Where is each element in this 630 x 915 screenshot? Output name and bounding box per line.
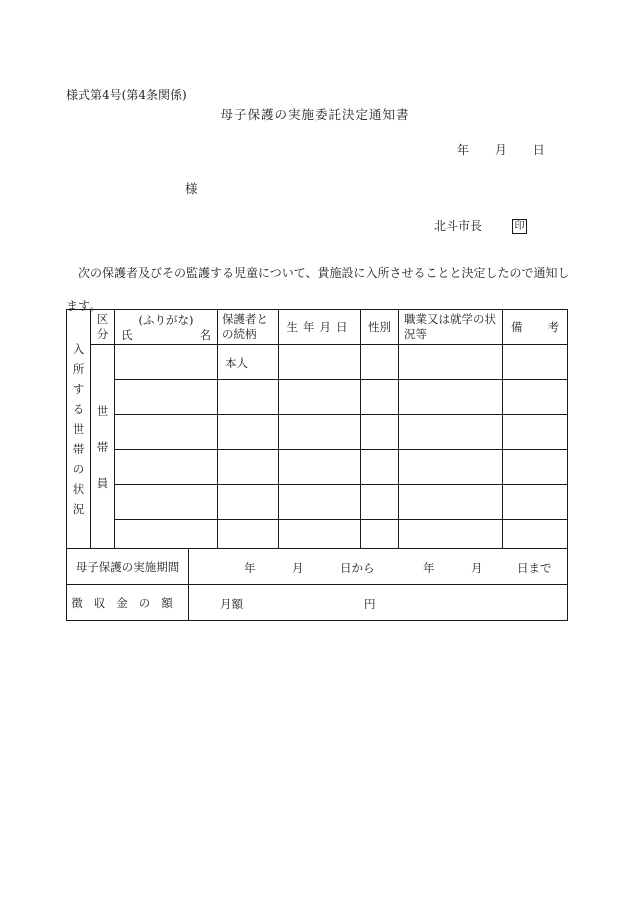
table-row bbox=[67, 450, 568, 485]
name-cell[interactable] bbox=[115, 520, 218, 549]
header-relation: 保護者との続柄 bbox=[218, 310, 279, 345]
header-kubun bbox=[91, 310, 115, 345]
date-month: 月 bbox=[494, 143, 507, 157]
period-from: 日から bbox=[340, 561, 375, 575]
vertical-char: の bbox=[72, 462, 85, 476]
sex-cell[interactable] bbox=[361, 380, 399, 415]
table-row bbox=[67, 520, 568, 549]
section-label bbox=[67, 339, 90, 519]
remarks-cell[interactable] bbox=[503, 450, 568, 485]
table-row bbox=[67, 485, 568, 520]
name-cell[interactable] bbox=[115, 450, 218, 485]
vertical-char: 状 bbox=[72, 482, 85, 496]
fee-row bbox=[67, 585, 568, 621]
remarks-cell[interactable] bbox=[503, 520, 568, 549]
header-birthdate: 生年月日 bbox=[279, 310, 361, 345]
occupation-cell[interactable] bbox=[399, 450, 503, 485]
name-cell[interactable] bbox=[115, 415, 218, 450]
sex-cell[interactable] bbox=[361, 485, 399, 520]
form-number: 様式第4号(第4条関係) bbox=[66, 88, 187, 102]
vertical-char: 況 bbox=[72, 502, 85, 516]
table-row bbox=[67, 345, 568, 380]
sex-cell[interactable] bbox=[361, 520, 399, 549]
sex-cell[interactable] bbox=[361, 450, 399, 485]
birthdate-cell[interactable] bbox=[279, 415, 361, 450]
birthdate-cell[interactable] bbox=[279, 380, 361, 415]
remarks-cell[interactable] bbox=[503, 485, 568, 520]
header-furigana: (ふりがな) bbox=[138, 313, 194, 327]
household-table bbox=[66, 309, 568, 549]
occupation-cell[interactable] bbox=[399, 520, 503, 549]
vertical-char: 入 bbox=[72, 342, 85, 356]
vertical-char: す bbox=[72, 382, 85, 396]
addressee-suffix: 様 bbox=[185, 181, 198, 196]
date-line bbox=[457, 141, 545, 158]
relation-cell-self: 本人 bbox=[218, 345, 279, 380]
header-remarks bbox=[503, 310, 568, 345]
birthdate-cell[interactable] bbox=[279, 520, 361, 549]
header-remarks-left: 備 bbox=[511, 320, 523, 334]
period-year2: 年 bbox=[423, 561, 435, 575]
sex-cell[interactable] bbox=[361, 415, 399, 450]
period-label: 母子保護の実施期間 bbox=[67, 549, 189, 585]
table-row bbox=[67, 415, 568, 450]
sender-line bbox=[434, 217, 527, 234]
remarks-cell[interactable] bbox=[503, 345, 568, 380]
seal-mark: 印 bbox=[512, 219, 527, 234]
summary-table bbox=[66, 548, 568, 621]
relation-cell[interactable] bbox=[218, 450, 279, 485]
member-label bbox=[91, 401, 114, 493]
header-sex: 性別 bbox=[361, 310, 399, 345]
vertical-char: 世 bbox=[96, 403, 109, 418]
relation-cell[interactable] bbox=[218, 520, 279, 549]
header-name-right: 名 bbox=[199, 328, 211, 342]
notice-body: 次の保護者及びその監護する児童について、貴施設に入所させることと決定したので通知します。 bbox=[66, 266, 570, 313]
date-day: 日 bbox=[532, 143, 545, 157]
sex-cell[interactable] bbox=[361, 345, 399, 380]
vertical-char: 帯 bbox=[96, 439, 109, 454]
remarks-cell[interactable] bbox=[503, 415, 568, 450]
relation-cell[interactable] bbox=[218, 485, 279, 520]
vertical-char: 員 bbox=[96, 475, 109, 490]
fee-yen: 円 bbox=[364, 597, 376, 611]
period-month1: 月 bbox=[292, 561, 304, 575]
header-kubun-top: 区 bbox=[96, 312, 109, 326]
vertical-char: 帯 bbox=[72, 442, 85, 456]
header-name-left: 氏 bbox=[121, 328, 133, 342]
occupation-cell[interactable] bbox=[399, 380, 503, 415]
period-year1: 年 bbox=[244, 561, 256, 575]
section-label-cell bbox=[67, 310, 91, 549]
period-until: 日まで bbox=[517, 561, 552, 575]
document-title: 母子保護の実施委託決定通知書 bbox=[220, 107, 410, 122]
period-value[interactable] bbox=[189, 549, 568, 585]
header-occupation: 職業又は就学の状況等 bbox=[399, 310, 503, 345]
header-name bbox=[115, 310, 218, 345]
fee-monthly: 月額 bbox=[220, 597, 243, 611]
sender-name: 北斗市長 bbox=[434, 219, 483, 233]
fee-label: 徴収金の額 bbox=[67, 585, 189, 621]
vertical-char: 所 bbox=[72, 362, 85, 376]
relation-cell[interactable] bbox=[218, 380, 279, 415]
member-label-cell bbox=[91, 345, 115, 549]
header-kubun-bottom: 分 bbox=[96, 327, 109, 341]
name-cell[interactable] bbox=[115, 380, 218, 415]
birthdate-cell[interactable] bbox=[279, 485, 361, 520]
occupation-cell[interactable] bbox=[399, 345, 503, 380]
relation-cell[interactable] bbox=[218, 415, 279, 450]
birthdate-cell[interactable] bbox=[279, 450, 361, 485]
vertical-char: 世 bbox=[72, 422, 85, 436]
period-month2: 月 bbox=[471, 561, 483, 575]
fee-value[interactable] bbox=[189, 585, 568, 621]
header-remarks-right: 考 bbox=[547, 320, 559, 334]
table-header-row bbox=[67, 310, 568, 345]
remarks-cell[interactable] bbox=[503, 380, 568, 415]
name-cell[interactable] bbox=[115, 345, 218, 380]
occupation-cell[interactable] bbox=[399, 485, 503, 520]
occupation-cell[interactable] bbox=[399, 415, 503, 450]
period-row bbox=[67, 549, 568, 585]
table-row bbox=[67, 380, 568, 415]
vertical-char: る bbox=[72, 402, 85, 416]
birthdate-cell[interactable] bbox=[279, 345, 361, 380]
date-year: 年 bbox=[457, 143, 470, 157]
name-cell[interactable] bbox=[115, 485, 218, 520]
